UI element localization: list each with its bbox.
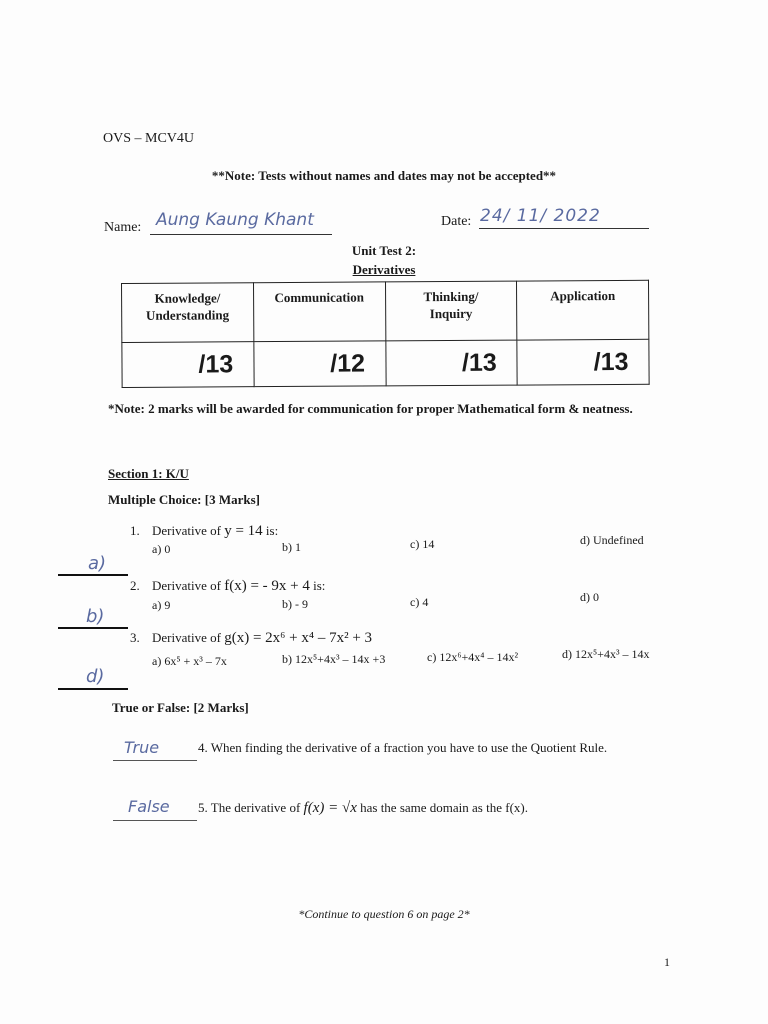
name-underline	[150, 233, 332, 235]
question-2	[130, 578, 325, 595]
q1-option-b[interactable]: b) 1	[282, 540, 301, 554]
marks-table	[121, 280, 650, 388]
test-subtitle: Derivatives	[352, 262, 416, 277]
question-1-text-after: is:	[262, 523, 279, 538]
q2-option-c[interactable]: c) 4	[410, 595, 429, 609]
q1-option-d[interactable]: d) Undefined	[580, 533, 644, 547]
name-field[interactable]: Aung Kaung Khant	[156, 210, 314, 230]
score-communication-value: /12	[330, 349, 366, 378]
answer-1[interactable]: a)	[88, 553, 107, 574]
q2-option-a[interactable]: a) 9	[152, 598, 171, 612]
header-knowledge: Knowledge/ Understanding	[122, 283, 254, 343]
question-2-number: 2.	[130, 578, 140, 593]
score-knowledge-value: /13	[198, 349, 234, 379]
continue-note: *Continue to question 6 on page 2*	[298, 907, 470, 921]
score-application	[517, 339, 649, 385]
score-application-value: /13	[593, 347, 629, 376]
question-3	[130, 630, 372, 647]
date-field[interactable]: 24/ 11/ 2022	[480, 206, 601, 226]
test-title: Unit Test 2:	[351, 243, 417, 258]
question-2-text-before: Derivative of	[152, 578, 225, 593]
score-thinking	[385, 340, 517, 386]
date-underline	[479, 227, 649, 229]
q1-option-a[interactable]: a) 0	[152, 542, 171, 556]
page-number: 1	[664, 955, 670, 969]
header-thinking: Thinking/ Inquiry	[385, 281, 517, 341]
answer-2-line	[58, 627, 128, 629]
score-communication	[254, 341, 386, 387]
q3-option-a[interactable]: a) 6x⁵ + x³ – 7x	[152, 654, 227, 668]
score-knowledge	[122, 342, 254, 388]
q3-option-b[interactable]: b) 12x⁵+4x³ – 14x +3	[282, 652, 386, 666]
answer-3[interactable]: d)	[86, 666, 105, 687]
tf-answer-4[interactable]: True	[124, 738, 160, 757]
tf-answer-5[interactable]: False	[128, 797, 170, 816]
question-3-expr: g(x) = 2x⁶ + x⁴ – 7x² + 3	[224, 630, 373, 646]
true-false-heading: True or False: [2 Marks]	[112, 700, 249, 715]
name-label: Name:	[104, 220, 142, 235]
course-code: OVS – MCV4U	[103, 131, 195, 146]
answer-3-line	[58, 688, 128, 690]
tf-answer-4-line	[113, 760, 197, 761]
question-1	[130, 523, 278, 540]
answer-2[interactable]: b)	[86, 606, 105, 627]
question-5	[198, 800, 528, 817]
question-4: 4. When finding the derivative of a fraction you have to use the Quotient Rule.	[198, 740, 608, 755]
q2-option-b[interactable]: b) - 9	[282, 597, 308, 611]
q3-option-d[interactable]: d) 12x⁵+4x³ – 14x	[562, 647, 650, 661]
answer-1-line	[58, 574, 128, 576]
question-1-text-before: Derivative of	[152, 523, 225, 538]
question-1-expr: y = 14	[224, 523, 263, 539]
q1-option-c[interactable]: c) 14	[410, 537, 435, 551]
question-1-number: 1.	[130, 523, 140, 538]
question-5-text-before: 5. The derivative of	[198, 800, 304, 815]
header-application: Application	[517, 280, 649, 340]
question-3-number: 3.	[130, 630, 140, 645]
multiple-choice-heading: Multiple Choice: [3 Marks]	[108, 492, 261, 507]
header-communication: Communication	[253, 282, 385, 342]
date-label: Date:	[441, 214, 472, 229]
question-5-expr: f(x) = √x	[303, 800, 357, 816]
section-1-heading: Section 1: K/U	[108, 466, 189, 481]
question-3-text-before: Derivative of	[152, 630, 225, 645]
question-5-text-after: has the same domain as the f(x).	[356, 800, 528, 815]
name-date-note: **Note: Tests without names and dates may not be accepted**	[211, 168, 557, 183]
score-thinking-value: /13	[461, 348, 497, 377]
q2-option-d[interactable]: d) 0	[580, 590, 599, 604]
communication-note: *Note: 2 marks will be awarded for communication for proper Mathematical form & neatness.	[108, 401, 633, 416]
tf-answer-5-line	[113, 820, 197, 821]
question-2-text-after: is:	[309, 578, 326, 593]
q3-option-c[interactable]: c) 12x⁶+4x⁴ – 14x²	[427, 650, 519, 664]
question-2-expr: f(x) = - 9x + 4	[224, 578, 310, 594]
